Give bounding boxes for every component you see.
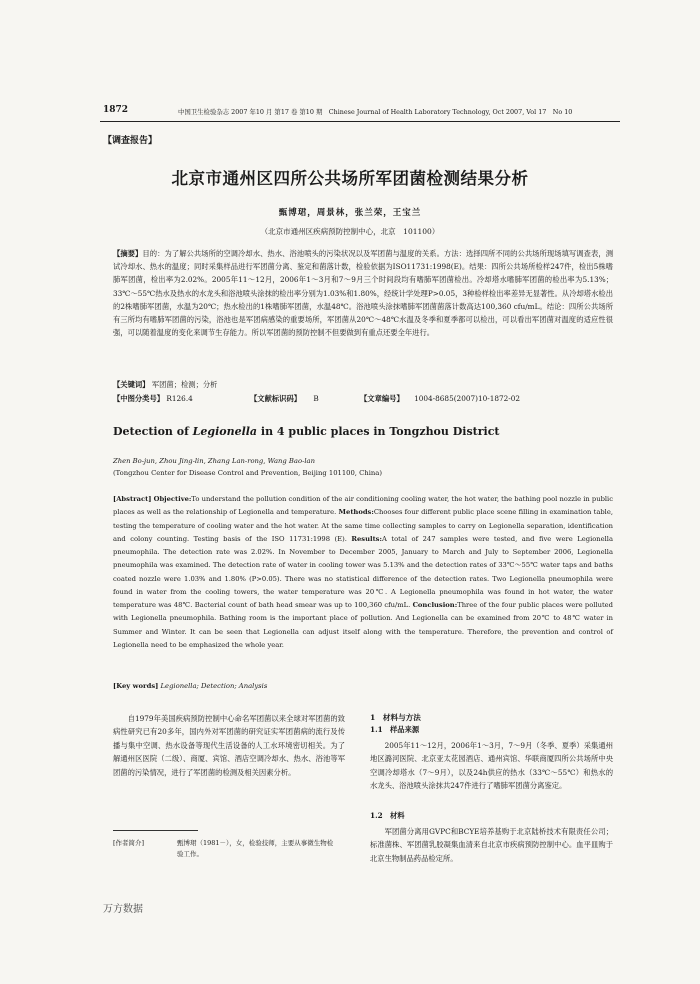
keywords-english-text: Legionella; Detection; Analysis	[160, 682, 268, 690]
watermark: 万方数据	[103, 904, 143, 915]
article-number	[360, 394, 520, 404]
section-heading-materials-methods: 1 材料与方法	[370, 713, 421, 722]
authors-chinese: 甄博珺，周景林，张兰荣，王宝兰	[278, 208, 422, 218]
title-english-italic: Legionella	[192, 425, 258, 438]
article-number-label: 【文章编号】	[360, 394, 404, 403]
title-english-part1: Detection of	[113, 425, 193, 438]
methods-text: Chooses four different public place scene filling in examination table, testing the temperature of cooling water and the hot water. At the same time collecting samples to carry on Legionella separation, identification and colony counting. Testing basis of the ISO 11731:1998 (E).	[113, 508, 613, 543]
clc-number	[113, 394, 193, 404]
page-number: 1872	[103, 105, 129, 115]
footnote-rule	[113, 830, 198, 831]
clc-value: R126.4	[166, 394, 193, 403]
abstract-chinese	[113, 247, 613, 339]
keywords-english-label: [Key words]	[113, 682, 159, 690]
document-code-value: B	[313, 394, 319, 403]
objective-text: To understand the pollution condition of the air conditioning cooling water, the hot water, the bathing pool nozzle in public places as well as the relationship of Legionella and temperature.	[113, 495, 614, 517]
affiliation-chinese: （北京市通州区疾病预防控制中心，北京 101100）	[260, 227, 440, 236]
results-text: A total of 247 samples were tested, and five were Legionella pneumophila. The detection rate was 2.02%. In November to December 2005, January to March and July to September 2006, Legionella pneumophila was examined. The detection rate of water in cooling tower was 5.13% and the detection rates of 33℃～55℃ water taps and baths coated nozzle were 1.03% and 1.80% (P>0.05). There was no statistical difference of the detection rates. Two Legionella pneumophila were found in water from the cooling towers, the water temperature was 20℃. A Legionella pneumophila was found in hot water, the water temperature was 48℃. Bacterial count of bath head smear was up to 100,360 cfu/mL.	[113, 534, 613, 609]
body-sample-source-paragraph: 2005年11～12月，2006年1～3月，7～9月（冬季、夏季）采集通州地区潞河医院、北京亚太花园酒店、通州宾馆、华联商厦四所公共场所中央空调冷却塔水（7～9月），以及24h供应的热水（33℃～55℃）和热水的水龙头、浴池喷头涂抹共247件进行了嗜肺军团菌分离鉴定。	[370, 741, 613, 791]
conclusion-label: Conclusion:	[412, 601, 458, 609]
objective-label: Objective:	[153, 495, 192, 503]
header-rule	[100, 121, 620, 122]
document-code	[250, 394, 319, 404]
results-label: Results:	[351, 534, 382, 543]
keywords-chinese	[113, 380, 217, 390]
subsection-heading-sample-source: 1.1 样品来源	[370, 725, 420, 734]
conclusion-text: Three of the four public places were polluted with Legionella pneumophila. Bathing room is the important place of pollution. And Legionella can be examined from 20℃ to 48℃ water in Summer and Winter. It can be seen that Legionella can adjust itself along with the temperature. Therefore, the prevention and control of Legionella need to be emphasized the whole year.	[113, 601, 613, 649]
body-intro-paragraph: 自1979年美国疾病预防控制中心命名军团菌以来全球对军团菌的致病性研究已有20多年，国内外对军团菌的研究证实军团菌病的流行及传播与集中空调、热水设备等现代生活设备的人工水环境密切相关。为了解通州区医院（二级）、商厦、宾馆、酒店空调冷却水、热水、浴池等军团菌的污染情况，进行了军团菌的检测及相关因素分析。	[113, 714, 345, 777]
keywords-chinese-text: 军团菌；检测；分析	[151, 380, 218, 389]
authors-english: Zhen Bo-jun, Zhou Jing-lin, Zhang Lan-rong, Wang Bao-lan	[113, 457, 315, 465]
clc-label: 【中图分类号】	[113, 394, 165, 403]
title-english	[113, 425, 499, 438]
footnote-author-bio: 甄博珺（1981－），女，检验技师，主要从事微生物检验工作。	[177, 839, 334, 858]
title-english-part2: in 4 public places in Tongzhou District	[257, 425, 500, 438]
abstract-chinese-label: 【摘要】	[113, 249, 143, 258]
document-code-label: 【文献标识码】	[250, 394, 302, 403]
abstract-english	[113, 493, 613, 652]
section-tag: 【调查报告】	[103, 136, 158, 146]
abstract-chinese-text: 目的：为了解公共场所的空调冷却水、热水、浴池喷头的污染状况以及军团菌与温度的关系。方法：选择四所不同的公共场所现场填写调查表，测试冷却水、热水的温度；同时采集样品进行军团菌分离、鉴定和菌落计数，检验依据为ISO11731:1998(E)。结果：四所公共场所检样247件，检出5株嗜肺军团菌，检出率为2.02%。2005年11～12月，2006年1～3月和7～9月三个时间段均有嗜肺军团菌检出。冷却塔水嗜肺军团菌的检出率为5.13%；33℃～55℃热水及热水的水龙头和浴池喷头涂抹的检出率分别为1.03%和1.80%，经统计学处理P>0.05，3种检样检出率差异无显著性。从冷却塔水检出的2株嗜肺军团菌，水温为20℃；热水检出的1株嗜肺军团菌，水温48℃。浴池喷头涂抹嗜肺军团菌菌落计数高达100,360 cfu/mL。结论：四所公共场所有三所均有嗜肺军团菌的污染，浴池也是军团病感染的重要场所，军团菌从20℃～48℃水温及冬季和夏季都可以检出，可以看出军团菌对温度的适应性很强，可以随着温度的变化来调节生存能力。所以军团菌的预防控制不但要做到有重点还要全年进行。	[113, 249, 614, 338]
keywords-english	[113, 682, 267, 690]
body-materials-paragraph: 军团菌分离用GVPC和BCYE培养基购于北京陆桥技术有限责任公司；标准菌株、军团菌乳胶凝集血清来自北京市疾病预防控制中心。血平皿购于北京生物制品药品检定所。	[370, 827, 613, 863]
title-chinese: 北京市通州区四所公共场所军团菌检测结果分析	[171, 169, 529, 188]
running-head: 中国卫生检验杂志 2007 年10 月 第17 卷 第10 期 Chinese Journal of Health Laboratory Technology, Oct 2007, Vol 17 No 10	[178, 108, 573, 116]
subsection-heading-materials: 1.2 材料	[370, 811, 405, 820]
affiliation-english: (Tongzhou Center for Disease Control and Prevention, Beijing 101100, China)	[113, 469, 382, 477]
keywords-chinese-label: 【关键词】	[113, 380, 150, 389]
abstract-english-label: [Abstract]	[113, 495, 152, 503]
methods-label: Methods:	[338, 508, 374, 517]
article-number-value: 1004-8685(2007)10-1872-02	[414, 394, 521, 403]
footnote-label: [作者简介]	[113, 839, 145, 847]
